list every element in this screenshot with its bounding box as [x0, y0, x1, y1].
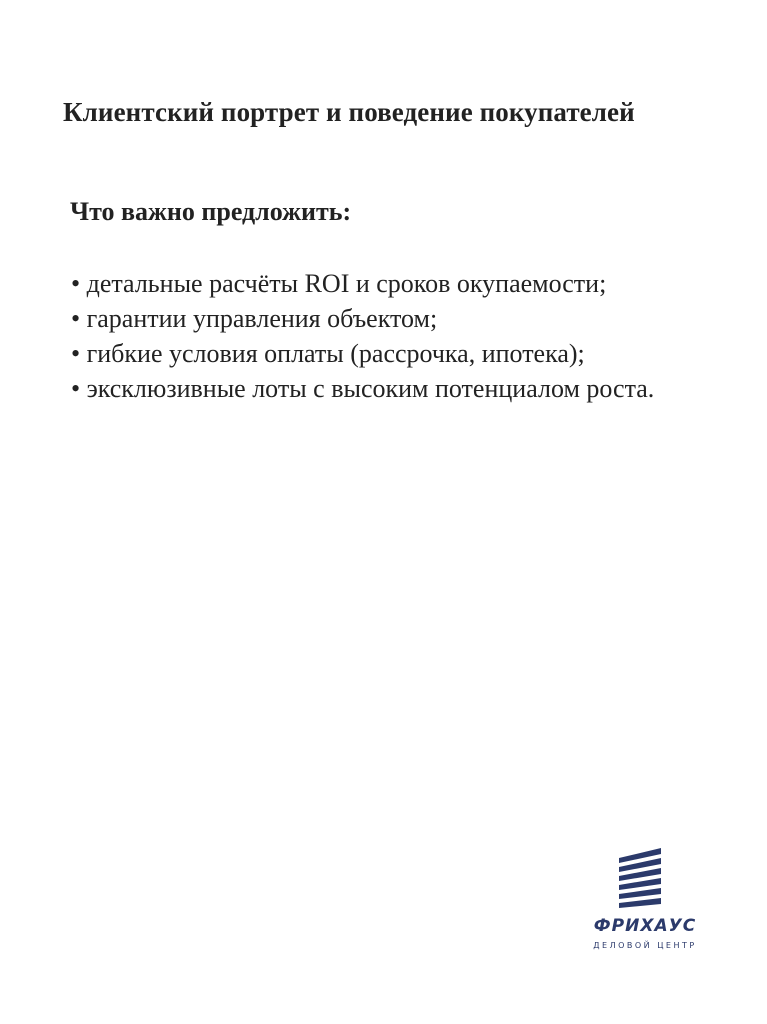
- section-heading: Что важно предложить:: [70, 197, 352, 226]
- logo-tagline: ДЕЛОВОЙ ЦЕНТР: [593, 941, 697, 950]
- company-logo: [560, 840, 730, 960]
- offer-list: [71, 266, 711, 406]
- list-item: • гибкие условия оплаты (рассрочка, ипотека);: [71, 339, 585, 368]
- list-item: • эксклюзивные лоты с высоким потенциалом роста.: [71, 374, 655, 403]
- building-logo-icon: [615, 846, 665, 912]
- list-item: • гарантии управления объектом;: [71, 304, 438, 333]
- logo-name: ФРИХАУС: [593, 916, 697, 936]
- list-item: • детальные расчёты ROI и сроков окупаемости;: [71, 269, 607, 298]
- page-title: Клиентский портрет и поведение покупателей: [63, 97, 635, 127]
